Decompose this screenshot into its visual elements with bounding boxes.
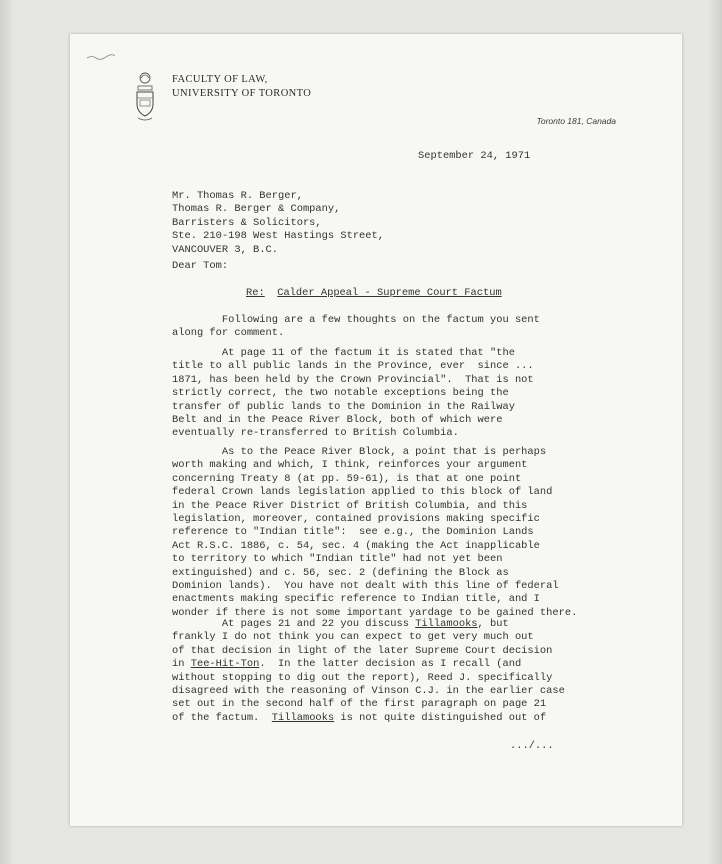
text-line: Dominion lands). You have not dealt with this line of federal (172, 580, 559, 593)
text-line: transfer of public lands to the Dominion in the Railway (172, 400, 515, 413)
text-line: Belt and in the Peace River Block, both of which were (172, 414, 503, 427)
text-line: enactments making specific reference to Indian title, and I (172, 593, 540, 606)
letter-page (70, 34, 682, 826)
text-line: frankly I do not think you can expect to get very much out (172, 631, 534, 644)
recipient-name: Mr. Thomas R. Berger, (172, 190, 303, 202)
text-line: Act R.S.C. 1886, c. 54, sec. 4 (making the Act inapplicable (172, 539, 540, 552)
case-name-tillamooks: Tillamooks (271, 711, 335, 724)
salutation: Dear Tom: (172, 260, 229, 272)
text-line: strictly correct, the two notable exceptions being the (172, 387, 509, 400)
ink-smudge (86, 52, 116, 62)
recipient-address (172, 190, 384, 257)
text-line: concerning Treaty 8 (at pp. 59-61), is that at one point (172, 472, 522, 485)
recipient-street: Ste. 210-198 West Hastings Street, (172, 230, 385, 243)
case-name-tee-hit-ton: Tee-Hit-Ton (190, 658, 260, 671)
letterhead-faculty: FACULTY OF LAW, (172, 74, 268, 85)
text-line: to territory to which "Indian title" had not yet been (172, 553, 503, 566)
recipient-profession: Barristers & Solicitors, (172, 216, 322, 229)
text-fragment: . In the latter decision as I recall (and (259, 658, 522, 671)
subject-prefix: Re: (246, 287, 265, 299)
text-line: worth making and which, I think, reinforces your argument (172, 459, 528, 472)
text-fragment: of the factum. (172, 711, 272, 724)
letter-date: September 24, 1971 (418, 150, 531, 162)
text-line: legislation, moreover, contained provisions making specific (172, 513, 540, 526)
text-fragment: is not quite distinguished out of (334, 711, 547, 724)
recipient-city: VANCOUVER 3, B.C. (172, 243, 279, 256)
letterhead-place: Toronto 181, Canada (536, 116, 616, 126)
text-line: federal Crown lands legislation applied to this block of land (172, 486, 553, 499)
paragraph-intro (172, 314, 540, 341)
text-fragment: in (172, 658, 191, 671)
text-line: disagreed with the reasoning of Vinson C.J. in the earlier case (172, 685, 565, 698)
text-line: 1871, has been held by the Crown Provincial". That is not (172, 373, 534, 386)
text-line: along for comment. (172, 327, 285, 340)
text-line: reference to "Indian title": see e.g., the Dominion Lands (172, 526, 534, 539)
text-line: in the Peace River District of British Columbia, and this (172, 499, 528, 512)
text-fragment: At pages 21 and 22 you discuss (172, 618, 416, 630)
continuation-marker: .../... (510, 740, 554, 752)
text-line: without stopping to dig out the report), Reed J. specifically (172, 671, 553, 684)
text-line: of that decision in light of the later Supreme Court decision (172, 644, 553, 657)
text-line: set out in the second half of the first paragraph on page 21 (172, 698, 547, 711)
text-fragment: , but (477, 618, 509, 630)
recipient-firm: Thomas R. Berger & Company, (172, 203, 341, 216)
paragraph-peace-river (172, 446, 577, 620)
text-line: extinguished) and c. 56, sec. 2 (defining the Block as (172, 566, 509, 579)
text-line: At page 11 of the factum it is stated that "the (172, 347, 515, 359)
text-line: Following are a few thoughts on the factum you sent (172, 314, 540, 326)
text-line: As to the Peace River Block, a point that is perhaps (172, 446, 547, 458)
text-line (172, 618, 565, 631)
text-line: eventually re-transferred to British Columbia. (172, 427, 459, 440)
text-line: wonder if there is not some important yardage to be gained there. (172, 606, 578, 619)
subject-line (246, 287, 502, 300)
text-line (172, 712, 565, 725)
letterhead-university: UNIVERSITY OF TORONTO (172, 88, 312, 99)
letterhead (172, 73, 311, 101)
text-line: title to all public lands in the Province, ever since ... (172, 360, 534, 373)
paragraph-page-11 (172, 347, 534, 441)
subject-text: Calder Appeal - Supreme Court Factum (277, 287, 502, 299)
university-crest-icon (134, 70, 156, 126)
text-line (172, 658, 565, 671)
paragraph-tillamooks (172, 618, 565, 725)
case-name-tillamooks: Tillamooks (415, 618, 478, 630)
